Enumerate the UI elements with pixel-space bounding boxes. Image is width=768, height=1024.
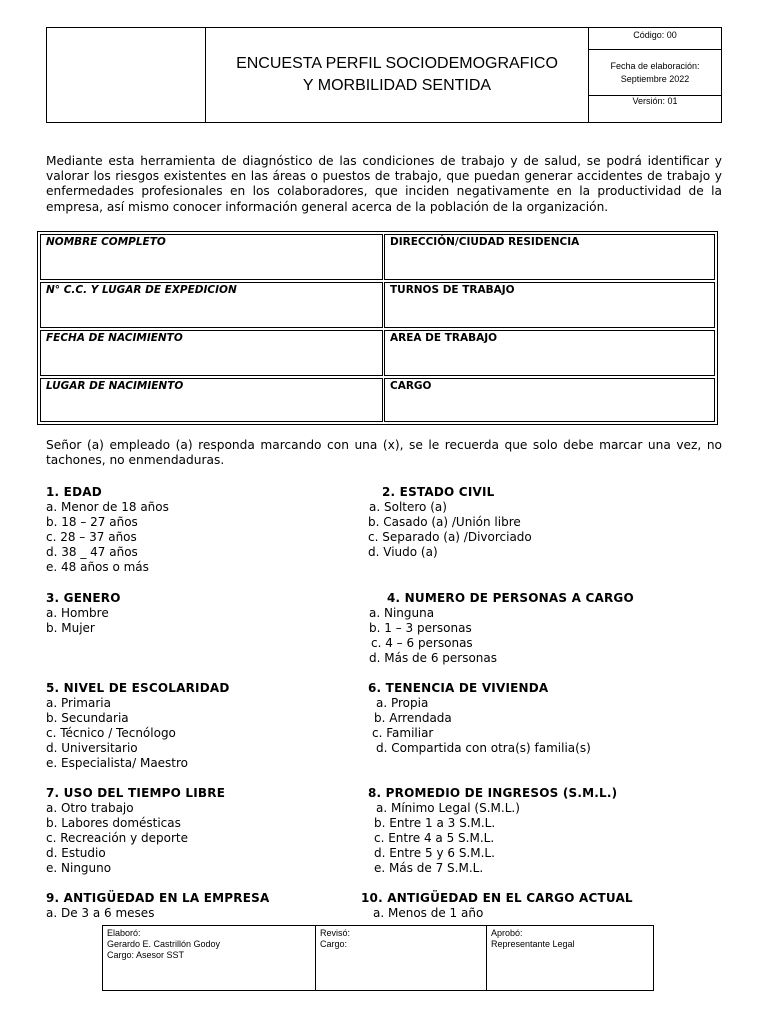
option-item[interactable]: c. Entre 4 a 5 S.M.L. [374, 830, 495, 845]
date-value: Septiembre 2022 [620, 73, 690, 84]
field-fecha-nacimiento[interactable]: FECHA DE NACIMIENTO [40, 330, 383, 376]
option-item[interactable]: d. Más de 6 personas [369, 650, 498, 665]
option-item[interactable]: c. Recreación y deporte [46, 830, 189, 845]
option-item[interactable]: d. Universitario [46, 740, 138, 755]
question-antiguedad-empresa [46, 891, 269, 921]
option-item[interactable]: b. Labores domésticas [46, 815, 181, 830]
document-header [46, 27, 722, 123]
option-item[interactable]: c. 28 – 37 años [46, 529, 137, 544]
question-tenencia-vivienda [368, 681, 591, 756]
title-line-2: Y MORBILIDAD SENTIDA [302, 77, 492, 94]
option-item[interactable]: b. Casado (a) /Unión libre [368, 514, 521, 529]
option-item[interactable]: e. Especialista/ Maestro [46, 755, 189, 770]
field-cc-expedicion[interactable]: N° C.C. Y LUGAR DE EXPEDICION [40, 282, 383, 328]
option-item[interactable]: e. 48 años o más [46, 559, 149, 574]
logo-placeholder [47, 28, 206, 122]
option-item[interactable]: a. Mínimo Legal (S.M.L.) [376, 800, 520, 815]
elaboro-name: Gerardo E. Castrillón Godoy [107, 939, 221, 949]
option-item[interactable]: d. 38 _ 47 años [46, 544, 138, 559]
option-item[interactable]: a. Soltero (a) [369, 499, 447, 514]
personal-data-table [37, 231, 718, 425]
question-title: 9. ANTIGÜEDAD EN LA EMPRESA [46, 891, 270, 905]
option-item[interactable]: a. Ninguna [369, 605, 435, 620]
option-item[interactable]: c. Familiar [372, 725, 434, 740]
question-title: 4. NUMERO DE PERSONAS A CARGO [387, 591, 634, 605]
question-ingresos [368, 786, 617, 875]
option-item[interactable]: b. 18 – 27 años [46, 514, 138, 529]
option-item[interactable]: a. Primaria [46, 695, 111, 710]
aprobo-label: Aprobó: [491, 928, 523, 938]
question-title: 1. EDAD [46, 485, 102, 499]
field-area-trabajo[interactable]: AREA DE TRABAJO [384, 330, 715, 376]
document-code: Código: 00 [633, 30, 677, 40]
option-item[interactable]: b. 1 – 3 personas [369, 620, 472, 635]
question-title: 5. NIVEL DE ESCOLARIDAD [46, 681, 230, 695]
document-version: Versión: 01 [632, 96, 678, 106]
document-title [206, 28, 589, 122]
field-lugar-nacimiento[interactable]: LUGAR DE NACIMIENTO [40, 378, 383, 422]
option-item[interactable]: c. Técnico / Tecnólogo [46, 725, 176, 740]
reviso-cell [316, 926, 487, 990]
option-item[interactable]: b. Arrendada [374, 710, 452, 725]
question-title: 10. ANTIGÜEDAD EN EL CARGO ACTUAL [361, 891, 633, 905]
question-antiguedad-cargo [361, 891, 633, 921]
option-item[interactable]: d. Entre 5 y 6 S.M.L. [374, 845, 495, 860]
elaboro-cell [103, 926, 316, 990]
intro-paragraph: Mediante esta herramienta de diagnóstico de las condiciones de trabajo y de salud, se podrá identificar y valorar los riesgos existentes en las áreas o puestos de trabajo, que puedan generar accidentes de trabajo y enfermedades profesionales en los colaboradores, que inciden negativamente en la productividad de la empresa, así mismo conocer información general acerca de la población de la organización. [46, 154, 722, 214]
option-item[interactable]: d. Compartida con otra(s) familia(s) [376, 740, 591, 755]
question-title: 2. ESTADO CIVIL [382, 485, 495, 499]
reviso-cargo: Cargo: [320, 939, 348, 949]
reviso-label: Revisó: [320, 928, 351, 938]
instructions-paragraph: Señor (a) empleado (a) responda marcando con una (x), se le recuerda que solo debe marcar una vez, no tachones, no enmendaduras. [46, 438, 722, 468]
question-title: 3. GENERO [46, 591, 121, 605]
option-item[interactable]: c. 4 – 6 personas [371, 635, 473, 650]
aprobo-value: Representante Legal [491, 939, 575, 949]
option-item[interactable]: d. Estudio [46, 845, 106, 860]
question-title: 6. TENENCIA DE VIVIENDA [368, 681, 549, 695]
field-cargo[interactable]: CARGO [384, 378, 715, 422]
question-personas-a-cargo [369, 591, 634, 666]
question-edad [46, 485, 169, 574]
field-turnos-trabajo[interactable]: TURNOS DE TRABAJO [384, 282, 715, 328]
option-item[interactable]: a. Propia [376, 695, 429, 710]
elaboro-label: Elaboró: [107, 928, 141, 938]
field-nombre-completo[interactable]: NOMBRE COMPLETO [40, 234, 383, 280]
option-item[interactable]: a. Hombre [46, 605, 109, 620]
question-escolaridad [46, 681, 230, 770]
option-item[interactable]: e. Ninguno [46, 860, 112, 875]
field-direccion-ciudad[interactable]: DIRECCIÓN/CIUDAD RESIDENCIA [384, 234, 715, 280]
question-title: 8. PROMEDIO DE INGRESOS (S.M.L.) [368, 786, 618, 800]
option-item[interactable]: c. Separado (a) /Divorciado [368, 529, 532, 544]
document-meta [589, 28, 721, 122]
option-item[interactable]: a. Menos de 1 año [373, 905, 484, 920]
title-line-1: ENCUESTA PERFIL SOCIODEMOGRAFICO [236, 55, 558, 72]
option-item[interactable]: b. Mujer [46, 620, 95, 635]
date-label: Fecha de elaboración: [610, 60, 700, 71]
option-item[interactable]: e. Más de 7 S.M.L. [374, 860, 484, 875]
option-item[interactable]: b. Entre 1 a 3 S.M.L. [374, 815, 496, 830]
aprobo-cell [487, 926, 653, 990]
question-title: 7. USO DEL TIEMPO LIBRE [46, 786, 226, 800]
question-estado-civil [368, 485, 532, 560]
option-item[interactable]: a. De 3 a 6 meses [46, 905, 155, 920]
option-item[interactable]: a. Menor de 18 años [46, 499, 169, 514]
approval-footer [102, 925, 654, 991]
option-item[interactable]: a. Otro trabajo [46, 800, 134, 815]
question-tiempo-libre [46, 786, 225, 875]
option-item[interactable]: b. Secundaria [46, 710, 129, 725]
elaboro-cargo: Cargo: Asesor SST [107, 950, 185, 960]
question-genero [46, 591, 121, 636]
option-item[interactable]: d. Viudo (a) [368, 544, 438, 559]
